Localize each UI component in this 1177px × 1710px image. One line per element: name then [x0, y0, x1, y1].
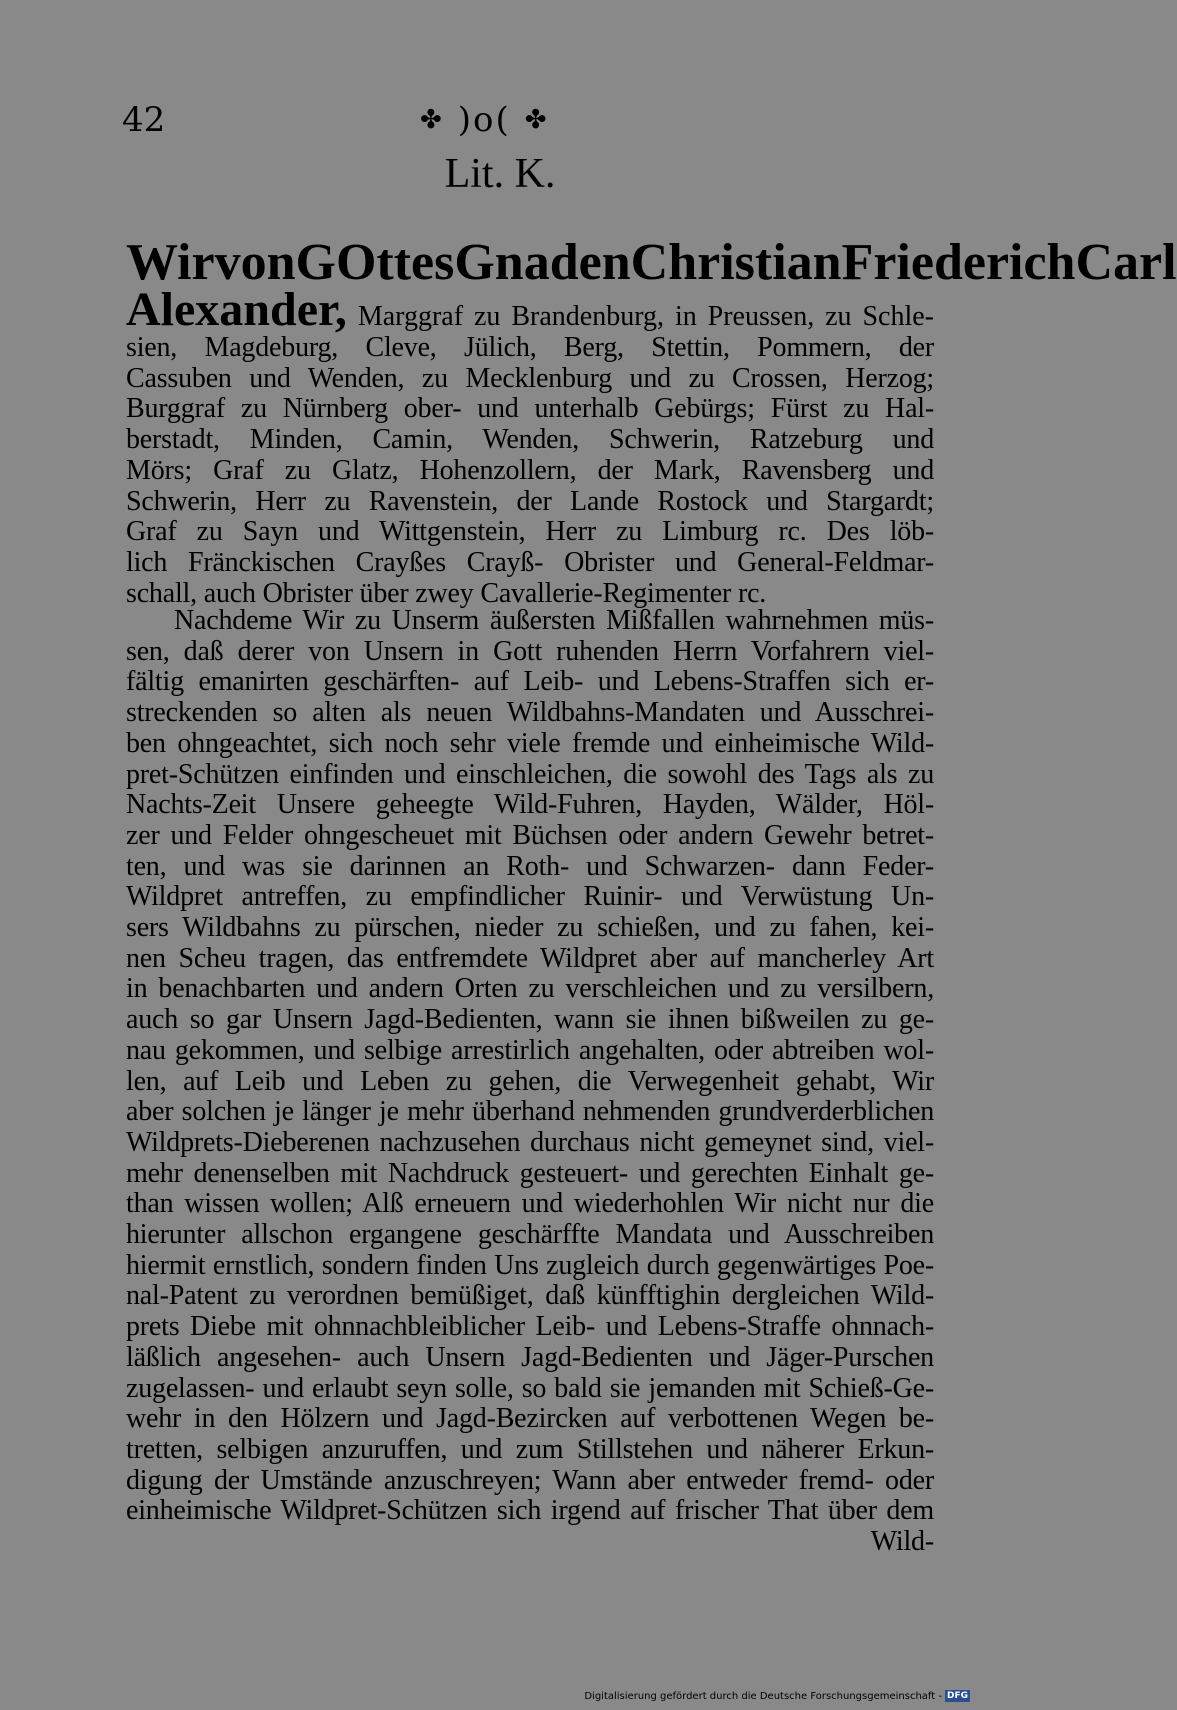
page-number: 42 — [122, 100, 166, 140]
heading-line: Mörs; Graf zu Glatz, Hohenzollern, der Mark, Ravensberg und — [126, 454, 934, 486]
body-line: ten, und was sie darinnen an Roth- und Schwarzen- dann Feder- — [126, 850, 934, 882]
header-ornament — [420, 100, 549, 140]
body-line: len, auf Leib und Leben zu gehen, die Verwegenheit gehabt, Wir — [126, 1065, 934, 1097]
decree-heading — [126, 232, 1177, 609]
body-paragraph — [126, 606, 934, 1558]
heading-word: GOttes — [295, 234, 455, 291]
heading-line: Schwerin, Herr zu Ravenstein, der Lande Rostock und Stargardt; — [126, 485, 934, 517]
body-line: tretten, selbigen anzuruffen, und zum Stillstehen und näherer Erkun- — [126, 1433, 934, 1465]
heading-name: Alexander, — [126, 283, 347, 336]
heading-word: Gnaden — [454, 234, 631, 291]
section-title: Lit. K. — [444, 151, 556, 197]
body-line: wehr in den Hölzern und Jagd-Bezircken auf verbottenen Wegen be- — [126, 1403, 934, 1435]
heading-line: Burggraf zu Nürnberg ober- und unterhalb Gebürgs; Fürst zu Hal- — [126, 393, 934, 425]
body-line: pret-Schützen einfinden und einschleichen, die sowohl des Tags als zu — [126, 758, 934, 790]
digitization-footer — [584, 1690, 970, 1702]
heading-line: Cassuben und Wenden, zu Mecklenburg und zu Crossen, Herzog; — [126, 362, 934, 394]
body-line: einheimische Wildpret-Schützen sich irgend auf frischer That über dem — [126, 1495, 934, 1527]
body-line: auch so gar Unsern Jagd-Bedienten, wann sie ihnen bißweilen zu ge- — [126, 1004, 934, 1036]
body-line: sen, daß derer von Unsern in Gott ruhenden Herrn Vorfahrern viel- — [126, 635, 934, 667]
dfg-logo: DFG — [946, 1691, 968, 1701]
footer-text: Digitalisierung gefördert durch die Deutsche Forschungsgemeinschaft - — [584, 1690, 942, 1702]
body-line: fältig emanirten geschärften- auf Leib- und Lebens-Straffen sich er- — [126, 666, 934, 698]
heading-line-2 — [126, 283, 935, 336]
body-line: in benachbarten und andern Orten zu verschleichen und zu versilbern, — [126, 973, 934, 1005]
heading-word: Friederich — [841, 234, 1076, 291]
body-line: Nachdeme Wir zu Unserm äußersten Mißfallen wahrnehmen müs- — [174, 605, 934, 636]
heading-line: berstadt, Minden, Camin, Wenden, Schwerin, Ratzeburg und — [126, 424, 934, 456]
body-line: nal-Patent zu verordnen bemüßiget, daß künfftighin dergleichen Wild- — [126, 1280, 934, 1312]
catchword: Wild- — [870, 1526, 934, 1558]
heading-line: lich Fränckischen Crayßes Crayß- Obrister und General-Feldmar- — [126, 546, 934, 578]
body-line: ben ohngeachtet, sich noch sehr viele fremde und einheimische Wild- — [126, 727, 934, 759]
body-line: Wildpret antreffen, zu empfindlicher Ruinir- und Verwüstung Un- — [126, 881, 934, 913]
heading-word: Christian — [630, 234, 842, 291]
body-line: Wildprets-Dieberenen nachzusehen durchaus nicht gemeynet sind, viel- — [126, 1126, 934, 1158]
heading-word: Carl — [1075, 234, 1177, 291]
body-line: nau gekommen, und selbige arrestirlich angehalten, oder abtreiben wol- — [126, 1034, 934, 1066]
floral-ornament-icon: ✤ — [420, 105, 444, 135]
heading-word: von — [214, 234, 296, 291]
heading-word: Wir — [126, 234, 215, 291]
body-line: Nachts-Zeit Unsere geheegte Wild-Fuhren, Hayden, Wälder, Höl- — [126, 789, 934, 821]
body-line: streckenden so alten als neuen Wildbahns-Mandaten und Ausschrei- — [126, 697, 934, 729]
body-line: läßlich angesehen- auch Unsern Jagd-Bedienten und Jäger-Purschen — [126, 1341, 934, 1373]
body-line: digung der Umstände anzuschreyen; Wann aber entweder fremd- oder — [126, 1464, 934, 1496]
body-line: zer und Felder ohngescheuet mit Büchsen oder andern Gewehr betret- — [126, 819, 934, 851]
body-line: mehr denenselben mit Nachdruck gesteuert- und gerechten Einhalt ge- — [126, 1157, 934, 1189]
body-line: nen Scheu tragen, das entfremdete Wildpret aber auf mancherley Art — [126, 942, 934, 974]
ornament-text: )o( — [457, 100, 511, 140]
body-line: hierunter allschon ergangene geschärffte Mandata und Ausschreiben — [126, 1219, 934, 1251]
floral-ornament-icon: ✤ — [524, 105, 549, 135]
body-line: prets Diebe mit ohnnachbleiblicher Leib- und Lebens-Straffe ohnnach- — [126, 1311, 934, 1343]
body-line: aber solchen je länger je mehr überhand nehmenden grundverderblichen — [126, 1096, 934, 1128]
heading-line: Graf zu Sayn und Wittgenstein, Herr zu Limburg rc. Des löb- — [126, 516, 934, 548]
body-line: than wissen wollen; Alß erneuern und wiederhohlen Wir nicht nur die — [126, 1188, 934, 1220]
body-line: sers Wildbahns zu pürschen, nieder zu schießen, und zu fahen, kei- — [126, 912, 934, 944]
body-line: zugelassen- und erlaubt seyn solle, so bald sie jemanden mit Schieß-Ge- — [126, 1372, 934, 1404]
heading-line: schall, auch Obrister über zwey Cavallerie-Regimenter rc. — [126, 577, 767, 609]
heading-line: sien, Magdeburg, Cleve, Jülich, Berg, Stettin, Pommern, der — [126, 332, 934, 363]
heading-line-text: Marggraf zu Brandenburg, in Preussen, zu Schle- — [357, 301, 935, 332]
body-line: hiermit ernstlich, sondern finden Uns zugleich durch gegenwärtiges Poe- — [126, 1249, 934, 1281]
